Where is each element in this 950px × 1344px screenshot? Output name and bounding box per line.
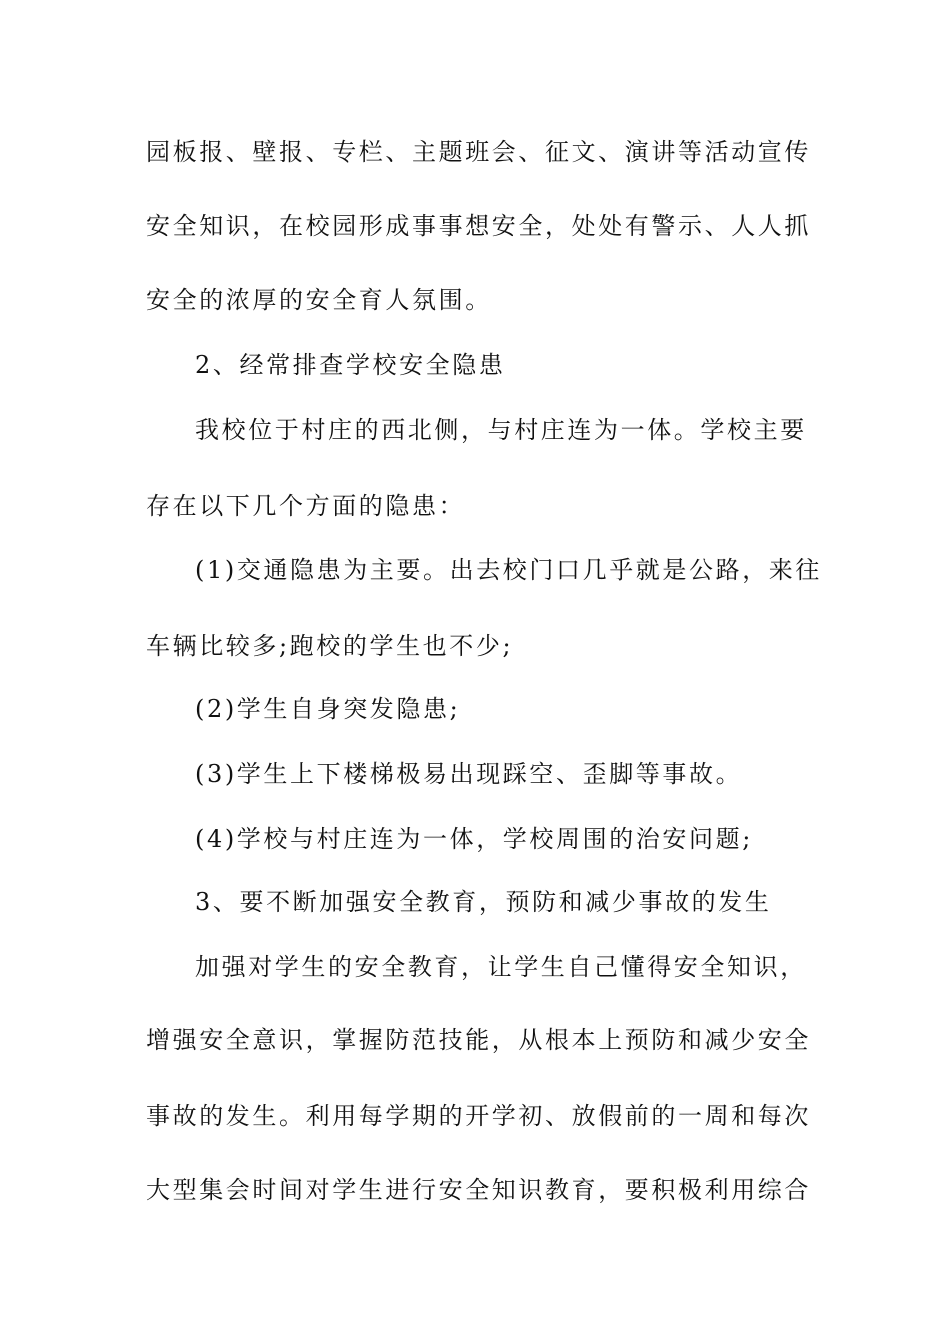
- list-item: (1)交通隐患为主要。出去校门口几乎就是公路，来往: [195, 556, 822, 584]
- text-line: 车辆比较多;跑校的学生也不少;: [146, 632, 514, 660]
- text-line: 安全知识，在校园形成事事想安全，处处有警示、人人抓: [146, 212, 811, 240]
- text-line: 增强安全意识，掌握防范技能，从根本上预防和减少安全: [146, 1026, 811, 1054]
- text-line: 加强对学生的安全教育，让学生自己懂得安全知识，: [195, 953, 807, 981]
- text-line: 存在以下几个方面的隐患：: [146, 492, 466, 520]
- list-item: (4)学校与村庄连为一体，学校周围的治安问题;: [195, 825, 753, 853]
- text-line: 我校位于村庄的西北侧，与村庄连为一体。学校主要: [195, 416, 807, 444]
- list-item: (3)学生上下楼梯极易出现踩空、歪脚等事故。: [195, 760, 743, 788]
- text-line: 事故的发生。利用每学期的开学初、放假前的一周和每次: [146, 1102, 811, 1130]
- text-line: 园板报、壁报、专栏、主题班会、征文、演讲等活动宣传: [146, 138, 811, 166]
- section-heading: 2、经常排查学校安全隐患: [195, 351, 506, 379]
- section-heading: 3、要不断加强安全教育，预防和减少事故的发生: [195, 888, 772, 916]
- text-line: 大型集会时间对学生进行安全知识教育，要积极利用综合: [146, 1176, 811, 1204]
- text-line: 安全的浓厚的安全育人氛围。: [146, 286, 492, 314]
- list-item: (2)学生自身突发隐患;: [195, 695, 461, 723]
